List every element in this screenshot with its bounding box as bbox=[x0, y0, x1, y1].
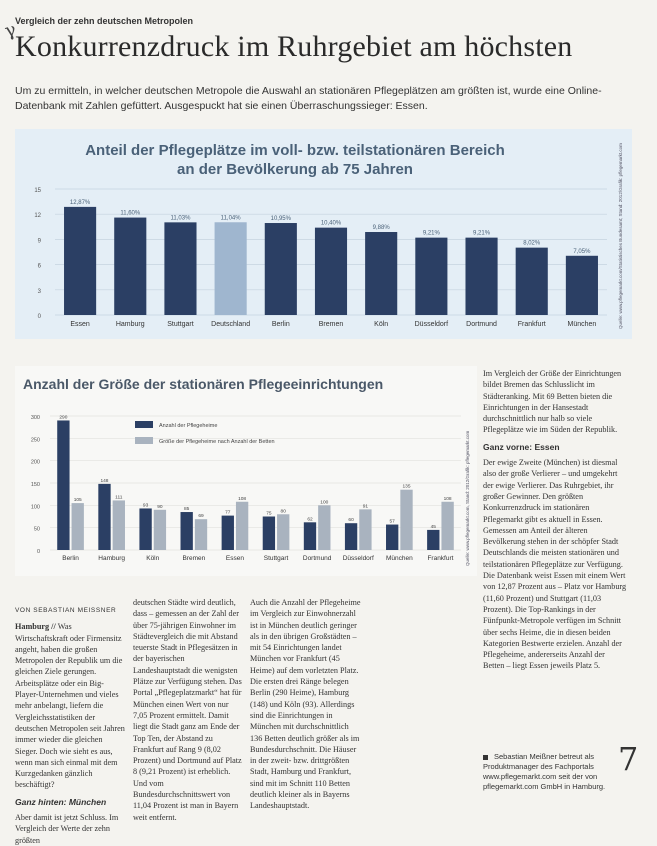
data-label: 12,87% bbox=[69, 199, 91, 206]
data-label: 135 bbox=[402, 484, 411, 490]
bar bbox=[236, 502, 248, 550]
x-tick-label: Essen bbox=[70, 321, 90, 328]
x-tick-label: Frankfurt bbox=[517, 321, 546, 328]
article-text: Was Wirtschaftskraft oder Firmensitz angeht, haben die großen Metropolen der Republik um die gleichen Ziele gerungen. Arbeitsplätze oder ein Big-Player-Unternehmen und vieles mehr anbelangt, liefern die Vergleichsstatistiken der deutschen Metropolen seit Jahren immer wieder die gleichen Sieger. Doch wie sieht es aus, wenn man sich einmal mit dem Kurzgedanken gänzlich beschäftigt? bbox=[15, 622, 125, 790]
article-column-2 bbox=[133, 597, 243, 822]
data-label: 80 bbox=[280, 509, 286, 515]
chart1-source: Quelle: www.pflegemarkt.com/Statistisches Bundesamt; Stand: 2012/Grafik: pflegemarkt.com bbox=[618, 143, 623, 329]
data-label: 91 bbox=[362, 504, 369, 510]
chart-pflegeplaetze-anteil bbox=[15, 129, 632, 339]
data-label: 8,02% bbox=[523, 240, 541, 247]
y-tick-label: 0 bbox=[36, 549, 40, 555]
legend-swatch bbox=[135, 437, 153, 444]
bar bbox=[215, 222, 247, 315]
data-label: 11,60% bbox=[120, 210, 141, 217]
x-tick-label: Dortmund bbox=[466, 321, 497, 328]
x-tick-label: Berlin bbox=[271, 321, 290, 328]
bar bbox=[345, 523, 357, 550]
data-label: 10,40% bbox=[320, 220, 342, 227]
headline: Konkurrenzdruck im Ruhrgebiet am höchsten bbox=[15, 30, 573, 63]
y-tick-label: 300 bbox=[30, 415, 40, 421]
data-label: 11,04% bbox=[220, 215, 241, 222]
x-tick-label: Düsseldorf bbox=[414, 321, 449, 328]
chart2-source: Quelle: www.pflegemarkt.com, Stand: 2012/Grafik: pflegemarkt.com bbox=[465, 430, 470, 566]
subheading-essen: Ganz vorne: Essen bbox=[483, 441, 560, 452]
article-paragraph: Der ewige Zweite (München) ist diesmal also der große Verlierer – und umgekehrt der ewige Verlierer. Das Ruhrgebiet, ihr großer Gewinner. Den größten Konkurrenzdruck im stationären Pflegemarkt gibt es aktuell in Essen. Gemessen am Anteil der älteren Bevölkerung stehen in der schöpfer Stadt Deutschlands die meisten stationären und teilstationären Pflegeplätze zur Verfügung. Die Datenbank weist Essen mit einem Wert von 12,87 Prozent aus – Platz vor Hamburg (11,60 Prozent) und Stuttgart (11,03 Prozent). Die Top-Rankings in der Fünfpunkt-Metropole verfügen im Schnitt über sechs Heime, die in diesen beiden Kategorien Bestwerte erzielen. Anzahl der Pflegeheime, andererseits Anzahl der Betten – liegt Essen jeweils Platz 5. bbox=[483, 458, 627, 671]
bar bbox=[427, 530, 439, 550]
chart1-title-line2: an der Bevölkerung ab 75 Jahren bbox=[177, 161, 413, 178]
article-column-1 bbox=[15, 605, 125, 845]
data-label: 75 bbox=[266, 511, 272, 517]
bar bbox=[57, 420, 69, 550]
page-number: 7 bbox=[618, 740, 639, 778]
x-tick-label: Stuttgart bbox=[167, 321, 194, 328]
bar bbox=[72, 503, 84, 550]
y-tick-label: 0 bbox=[37, 314, 41, 320]
article-paragraph: Auch die Anzahl der Pflegeheime im Vergleich zur Einwohnerzahl ist in München deutlich geringer als in den übrigen Großstädten – mit 54 Einrichtungen landet München vor Frankfurt (45 Heime) auf dem vorletzten Platz. Die ersten drei Ränge belegen Berlin (290 Heime), Hamburg (148) und Köln (93). Allerdings sind die Einrichtungen in München mit durchschnittlich 136 Betten deutlich größer als im Bundesdurchschnitt. Die Häuser in der zweit- bzw. drittgrößten Stadt, Hamburg und Frankfurt, sind mit im Schnitt 110 Betten deutlich kleiner als in Bayerns Landeshauptstadt. bbox=[250, 598, 361, 811]
pen-mark: γ bbox=[2, 18, 19, 43]
bar bbox=[516, 248, 548, 315]
bar bbox=[64, 207, 96, 315]
y-tick-label: 6 bbox=[37, 263, 41, 270]
data-label: 290 bbox=[59, 415, 68, 421]
bar bbox=[222, 516, 234, 550]
bar bbox=[265, 223, 297, 315]
dateline: Hamburg // bbox=[15, 622, 58, 632]
bar bbox=[318, 505, 330, 550]
data-label: 93 bbox=[142, 503, 149, 509]
x-tick-label: Bremen bbox=[182, 555, 206, 562]
kicker: Vergleich der zehn deutschen Metropolen bbox=[15, 16, 194, 26]
data-label: 62 bbox=[307, 517, 313, 523]
data-label: 9,21% bbox=[473, 230, 491, 237]
x-tick-label: Dortmund bbox=[302, 555, 332, 562]
y-tick-label: 9 bbox=[37, 238, 41, 245]
data-label: 10,95% bbox=[270, 216, 291, 223]
x-tick-label: München bbox=[385, 555, 413, 562]
chart1-plot bbox=[15, 129, 615, 339]
subheading-muenchen: Ganz hinten: München bbox=[15, 796, 107, 807]
chart2-title: Anzahl der Größe der stationären Pflegeeinrichtungen bbox=[23, 376, 384, 392]
y-tick-label: 100 bbox=[30, 504, 40, 511]
bar bbox=[400, 490, 412, 550]
data-label: 108 bbox=[238, 496, 247, 502]
bar bbox=[566, 256, 598, 315]
legend-swatch bbox=[135, 421, 153, 428]
y-tick-label: 250 bbox=[30, 437, 40, 444]
data-label: 7,05% bbox=[573, 248, 591, 255]
bar bbox=[304, 522, 316, 550]
bar bbox=[114, 218, 146, 315]
x-tick-label: Deutschland bbox=[211, 321, 251, 328]
article-paragraph bbox=[15, 621, 125, 790]
bar bbox=[359, 509, 371, 550]
article-paragraph: Im Vergleich der Größe der Einrichtungen bildet Bremen das Schlusslicht im Städteranking. Mit 69 Betten bieten die Einrichtungen in der Hansestadt durchschnittlich nur halb so viele Pflegeplätze wie im Süden der Republik. bbox=[483, 369, 622, 435]
x-tick-label: Düsseldorf bbox=[342, 555, 374, 562]
bar bbox=[365, 232, 397, 315]
bar bbox=[415, 238, 447, 315]
data-label: 69 bbox=[198, 514, 204, 520]
bar bbox=[139, 508, 151, 550]
bar bbox=[263, 517, 275, 551]
article-paragraph: deutschen Städte wird deutlich, dass – gemessen an der Zahl der über 75-jährigen Einwohner im Städtevergleich die mit Abstand teuerste Stadt in Pflegesätzen in der bayerischen Landeshauptstadt die wenigsten Plätze zur Verfügung stehen. Das Portal „Pflegeplatzmarkt“ hat für München einen Wert von nur 7,05 Prozent ermittelt. Damit liegt die Stadt ganz am Ende der Top Ten, der Abstand zu Frankfurt auf Rang 9 (8,02 Prozent) und Dortmund auf Platz 8 (9,21 Prozent) ist erheblich. Und vom Bundesdurchschnittswert von 11,04 Prozent ist man in Bayern weit entfernt. bbox=[133, 598, 242, 822]
author-info-text: Sebastian Meißner betreut als Produktmanager des Fachportals www.pflegemarkt.com seit der von pflegemarkt.com GmbH in Hamburg. bbox=[483, 752, 606, 791]
data-label: 11,03% bbox=[170, 215, 191, 222]
y-tick-label: 12 bbox=[34, 213, 41, 220]
data-label: 105 bbox=[73, 498, 82, 504]
x-tick-label: Hamburg bbox=[115, 321, 145, 328]
bar bbox=[181, 512, 193, 550]
chart-pflegeeinrichtungen-groesse bbox=[15, 366, 477, 576]
y-tick-label: 50 bbox=[33, 526, 40, 533]
data-label: 57 bbox=[389, 519, 395, 525]
y-tick-label: 150 bbox=[30, 482, 40, 488]
data-label: 108 bbox=[443, 496, 452, 502]
bar bbox=[315, 228, 347, 315]
bar bbox=[195, 519, 207, 550]
bar bbox=[465, 238, 497, 315]
chart1-title-line1: Anteil der Pflegeplätze im voll- bzw. teilstationären Bereich bbox=[85, 142, 505, 159]
x-tick-label: Frankfurt bbox=[427, 555, 454, 562]
square-bullet-icon bbox=[483, 755, 488, 760]
x-tick-label: Bremen bbox=[318, 321, 344, 328]
x-tick-label: Essen bbox=[225, 555, 244, 562]
data-label: 100 bbox=[320, 500, 329, 506]
bar bbox=[98, 484, 110, 550]
x-tick-label: Köln bbox=[146, 555, 160, 562]
bar bbox=[164, 222, 196, 315]
data-label: 148 bbox=[100, 478, 109, 484]
data-label: 90 bbox=[157, 504, 163, 510]
x-tick-label: Berlin bbox=[62, 555, 79, 562]
y-tick-label: 15 bbox=[34, 188, 41, 194]
bar bbox=[154, 510, 166, 550]
bar bbox=[386, 525, 398, 550]
bar bbox=[113, 500, 125, 550]
author-info bbox=[483, 752, 628, 792]
x-tick-label: Köln bbox=[374, 321, 389, 328]
data-label: 9,88% bbox=[372, 225, 390, 232]
bar bbox=[277, 514, 289, 550]
byline: VON SEBASTIAN MEISSNER bbox=[15, 607, 117, 614]
legend-label: Anzahl der Pflegeheime bbox=[159, 423, 218, 429]
x-tick-label: München bbox=[567, 321, 597, 328]
article-column-4 bbox=[483, 368, 628, 748]
y-tick-label: 3 bbox=[37, 288, 41, 295]
data-label: 85 bbox=[184, 507, 190, 513]
article-column-3 bbox=[250, 597, 362, 811]
y-tick-label: 200 bbox=[30, 459, 40, 466]
x-tick-label: Stuttgart bbox=[263, 555, 289, 562]
data-label: 60 bbox=[348, 518, 354, 524]
data-label: 9,21% bbox=[422, 230, 440, 237]
data-label: 45 bbox=[430, 524, 436, 530]
x-tick-label: Hamburg bbox=[98, 555, 126, 562]
chart2-plot bbox=[15, 366, 463, 576]
data-label: 77 bbox=[225, 510, 231, 516]
bar bbox=[441, 502, 453, 550]
lead-paragraph: Um zu ermitteln, in welcher deutschen Metropole die Auswahl an stationären Pflegeplätzen am größten ist, wurde eine Online-Datenbank mit Zahlen gefüttert. Ausgespuckt hat sie einen Überraschungssieger: Essen. bbox=[15, 85, 602, 112]
data-label: 111 bbox=[115, 495, 123, 501]
article-paragraph: Aber damit ist jetzt Schluss. Im Vergleich der Werte der zehn größten bbox=[15, 813, 119, 845]
legend-label: Größe der Pflegeheime nach Anzahl der Betten bbox=[159, 439, 275, 445]
